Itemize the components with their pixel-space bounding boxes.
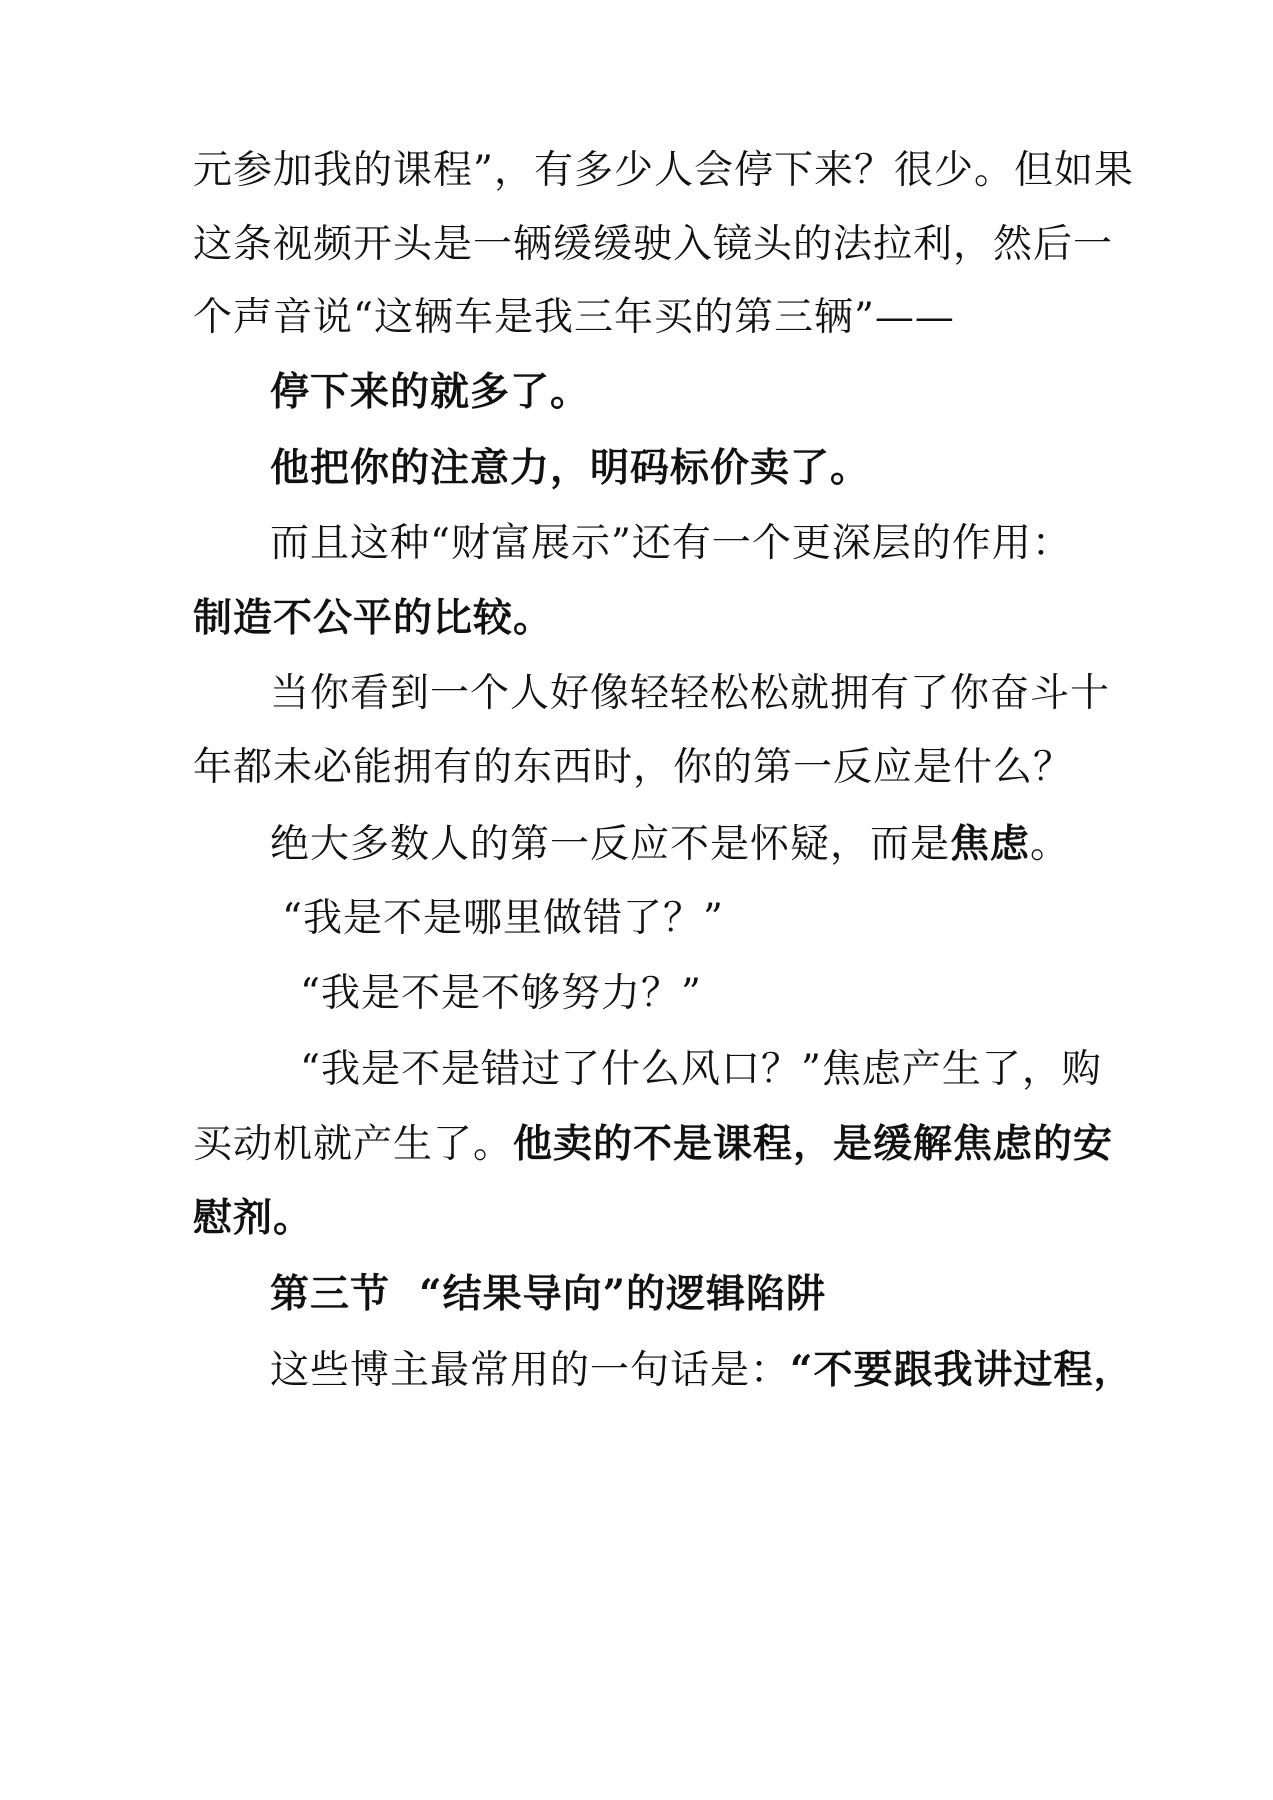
bold-text: “不要跟我讲过程， [790, 1347, 1134, 1393]
paragraph-text: 。 [1030, 822, 1071, 867]
quote-line: “我是不是不够努力？” [300, 971, 702, 1016]
paragraph-line: “我是不是错过了什么风口？”焦虑产生了，购 [300, 1047, 1102, 1092]
paragraph-line [270, 819, 1090, 870]
bold-text: 他卖的不是课程，是缓解焦虑的安 [513, 1121, 1114, 1167]
paragraph-line: 个声音说“这辆车是我三年买的第三辆”—— [193, 295, 955, 340]
bold-paragraph: 慰剂。 [193, 1195, 314, 1241]
paragraph-line [193, 1119, 1114, 1170]
paragraph-line: 这条视频开头是一辆缓缓驶入镜头的法拉利，然后一 [193, 222, 1114, 267]
paragraph-line: 而且这种“财富展示”还有一个更深层的作用： [270, 521, 1072, 566]
paragraph-line [270, 1345, 1134, 1396]
paragraph-line: 年都未必能拥有的东西时，你的第一反应是什么？ [193, 745, 1074, 790]
paragraph-line: 元参加我的课程”，有多少人会停下来？很少。但如果 [193, 148, 1134, 193]
bold-paragraph: 停下来的就多了。 [270, 369, 591, 415]
bold-paragraph: 他把你的注意力，明码标价卖了。 [270, 445, 871, 491]
paragraph-line: 当你看到一个人好像轻轻松松就拥有了你奋斗十 [270, 671, 1111, 716]
bold-text: 焦虑 [950, 821, 1031, 867]
section-heading: 第三节 “结果导向”的逻辑陷阱 [270, 1271, 827, 1317]
quote-line: “我是不是哪里做错了？” [282, 896, 724, 941]
paragraph-text: 买动机就产生了。 [193, 1122, 514, 1167]
paragraph-text: 这些博主最常用的一句话是： [270, 1348, 791, 1393]
paragraph-text: 绝大多数人的第一反应不是怀疑，而是 [270, 822, 951, 867]
bold-paragraph: 制造不公平的比较。 [193, 595, 554, 641]
